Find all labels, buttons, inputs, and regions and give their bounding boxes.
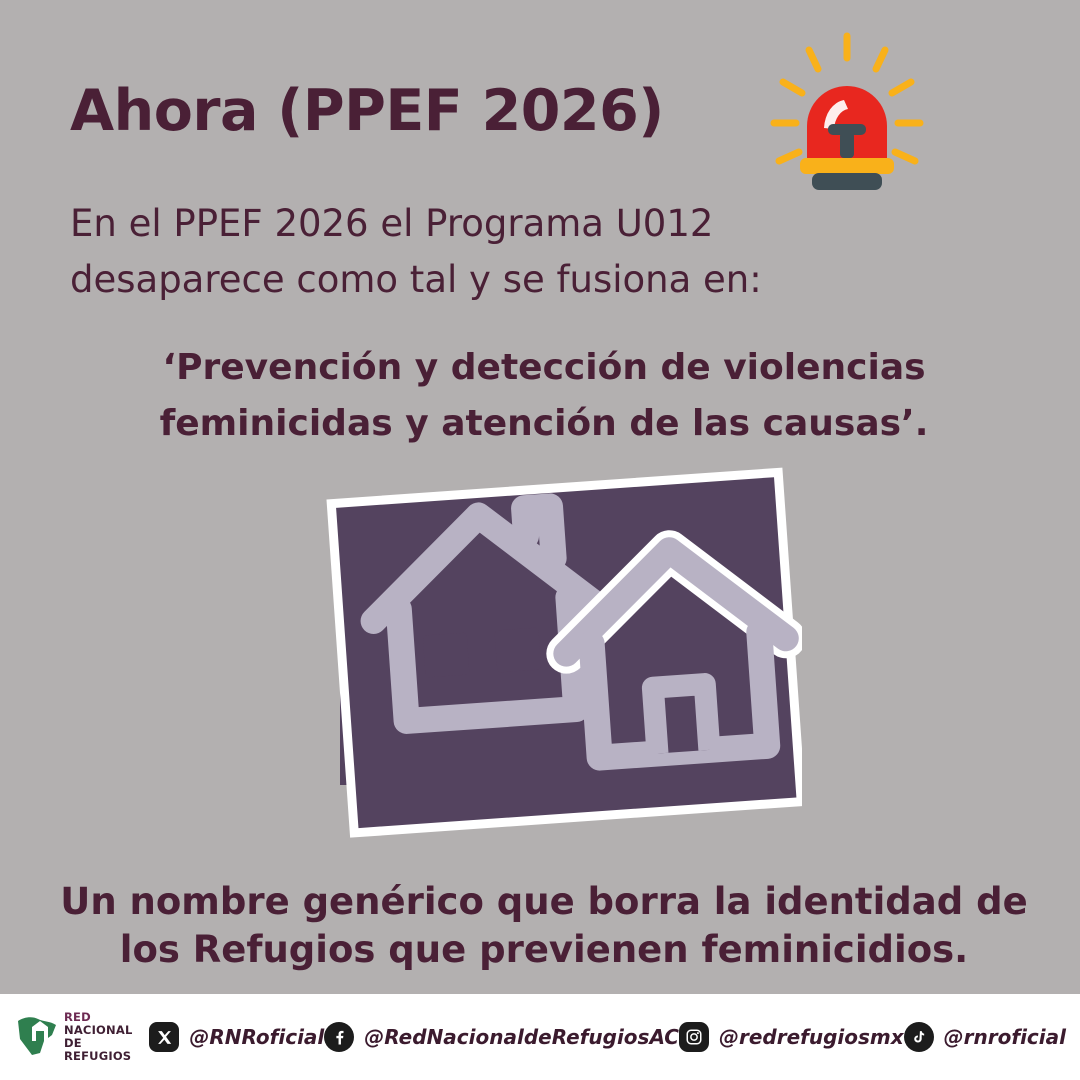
social-footer-bar xyxy=(0,994,1080,1080)
intro-line-1: En el PPEF 2026 el Programa U012 xyxy=(70,202,714,245)
mexico-map-icon xyxy=(14,1011,60,1063)
social-item-instagram[interactable] xyxy=(679,1022,904,1052)
page-title: Ahora (PPEF 2026) xyxy=(70,78,664,144)
social-handle-x[interactable]: @RNRoficial xyxy=(189,1025,325,1049)
folder-with-houses-illustration xyxy=(322,448,802,848)
organization-logo xyxy=(14,1011,149,1064)
quote-line-2: feminicidas y atención de las causas’. xyxy=(159,402,929,444)
program-name-quote xyxy=(70,340,1018,452)
social-handles-list xyxy=(149,1022,1080,1052)
logo-line-1: RED xyxy=(64,1009,91,1024)
social-item-tiktok[interactable] xyxy=(904,1022,1066,1052)
organization-logo-text xyxy=(64,1011,149,1064)
intro-paragraph xyxy=(70,196,1018,308)
tagline-line-2: los Refugios que previenen feminicidios. xyxy=(119,928,969,972)
x-twitter-icon[interactable] xyxy=(149,1022,179,1052)
social-item-x[interactable] xyxy=(149,1022,324,1052)
intro-line-2: desaparece como tal y se fusiona en: xyxy=(70,258,762,302)
tagline-line-1: Un nombre genérico que borra la identidad de xyxy=(60,880,1028,923)
social-handle-tiktok[interactable]: @rnroficial xyxy=(943,1025,1066,1049)
logo-line-2: NACIONAL xyxy=(64,1022,133,1037)
tagline xyxy=(60,878,1028,974)
logo-line-3: DE REFUGIOS xyxy=(64,1036,132,1064)
alert-siren-icon xyxy=(752,28,942,193)
quote-line-1: ‘Prevención y detección de violencias xyxy=(162,347,926,388)
instagram-icon[interactable] xyxy=(679,1022,709,1052)
facebook-icon[interactable] xyxy=(324,1022,354,1052)
tiktok-icon[interactable] xyxy=(904,1022,934,1052)
social-handle-facebook[interactable]: @RedNacionaldeRefugiosAC xyxy=(364,1025,679,1049)
social-item-facebook[interactable] xyxy=(324,1022,679,1052)
social-handle-instagram[interactable]: @redrefugiosmx xyxy=(719,1025,904,1049)
